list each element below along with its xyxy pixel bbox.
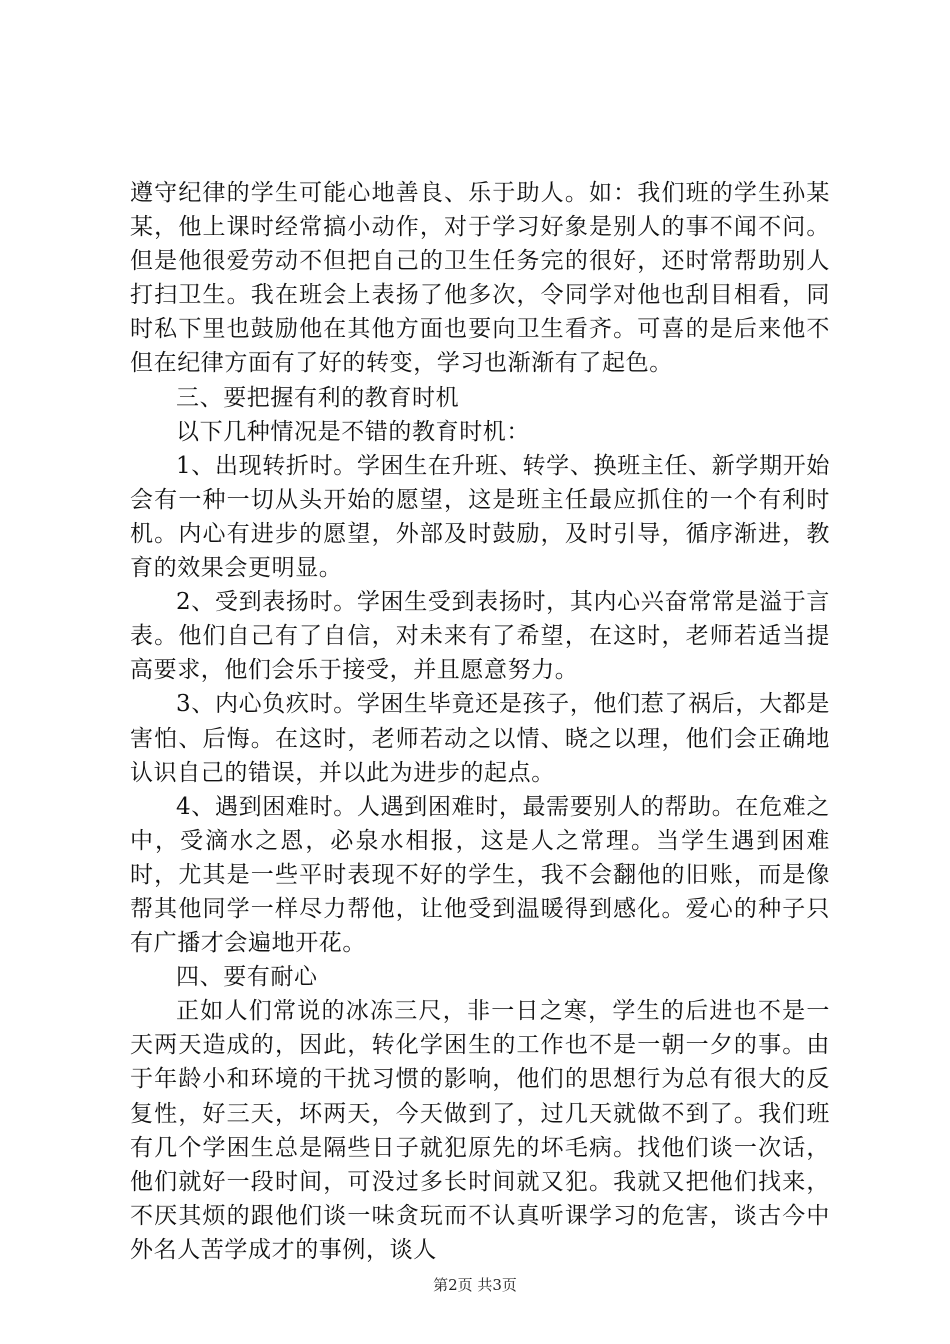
- section-heading-3: 三、要把握有利的教育时机: [176, 384, 460, 411]
- document-body: [130, 176, 830, 1267]
- paragraph-item-1: 1、出现转折时。学困生在升班、转学、换班主任、新学期开始会有一种一切从头开始的愿望，这是班主任最应抓住的一个有利时机。内心有进步的愿望，外部及时鼓励，及时引导，循序渐进，教育的效果会更明显。: [130, 452, 830, 582]
- paragraph-item-3: 3、内心负疚时。学困生毕竟还是孩子，他们惹了祸后，大都是害怕、后悔。在这时，老师若动之以情、晓之以理，他们会正确地认识自己的错误，并以此为进步的起点。: [130, 691, 830, 786]
- paragraph-continuation: 遵守纪律的学生可能心地善良、乐于助人。如：我们班的学生孙某某，他上课时经常搞小动作，对于学习好象是别人的事不闻不问。但是他很爱劳动不但把自己的卫生任务完的很好，还时常帮助别人打扫卫生。我在班会上表扬了他多次，令同学对他也刮目相看，同时私下里也鼓励他在其他方面也要向卫生看齐。可喜的是后来他不但在纪律方面有了好的转变，学习也渐渐有了起色。: [130, 180, 830, 377]
- section-heading-4: 四、要有耐心: [176, 964, 318, 991]
- page-footer: 第2页 共3页: [433, 1276, 517, 1294]
- paragraph-patience: 正如人们常说的冰冻三尺，非一日之寒，学生的后进也不是一天两天造成的，因此，转化学困生的工作也不是一朝一夕的事。由于年龄小和环境的干扰习惯的影响，他们的思想行为总有很大的反复性，好三天，坏两天，今天做到了，过几天就做不到了。我们班有几个学困生总是隔些日子就犯原先的坏毛病。找他们谈一次话，他们就好一段时间，可没过多长时间就又犯。我就又把他们找来，不厌其烦的跟他们谈一味贪玩而不认真听课学习的危害，谈古今中外名人苦学成才的事例，谈人: [130, 998, 830, 1263]
- paragraph-item-4: 4、遇到困难时。人遇到困难时，最需要别人的帮助。在危难之中，受滴水之恩，必泉水相报，这是人之常理。当学生遇到困难时，尤其是一些平时表现不好的学生，我不会翻他的旧账，而是像帮其他同学一样尽力帮他，让他受到温暖得到感化。爱心的种子只有广播才会遍地开花。: [130, 793, 830, 957]
- paragraph-item-2: 2、受到表扬时。学困生受到表扬时，其内心兴奋常常是溢于言表。他们自己有了自信，对未来有了希望，在这时，老师若适当提高要求，他们会乐于接受，并且愿意努力。: [130, 589, 830, 684]
- paragraph-intro: 以下几种情况是不错的教育时机：: [176, 418, 530, 445]
